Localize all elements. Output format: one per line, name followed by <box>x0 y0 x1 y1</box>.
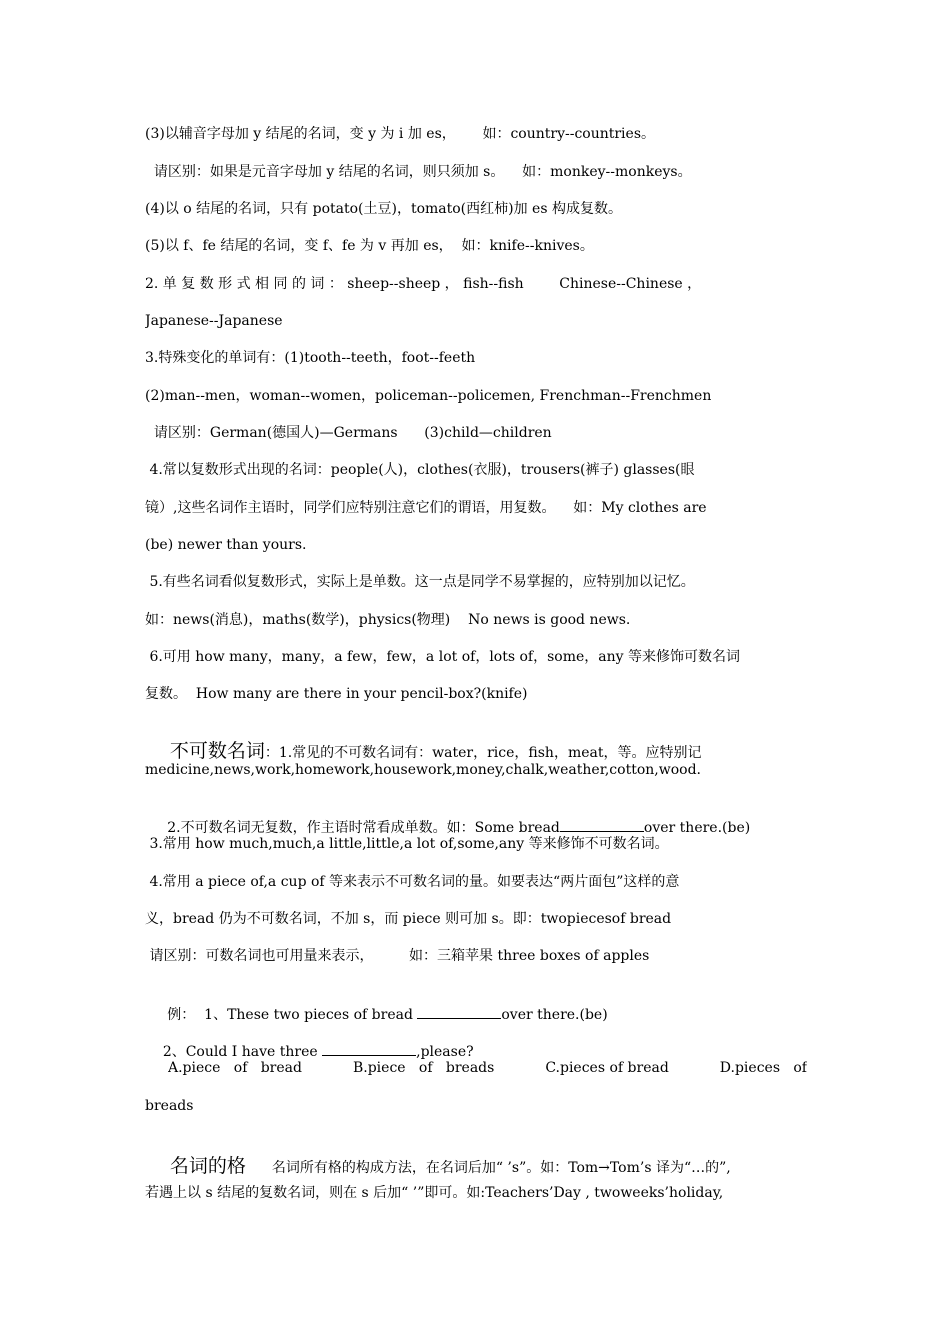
answer-options <box>168 1058 807 1078</box>
answer-blank <box>322 1041 416 1056</box>
option-a: A.piece of bread <box>168 1060 302 1076</box>
example-2-text: 2、Could I have three <box>162 1044 323 1060</box>
option-d-continued: breads <box>145 1098 194 1114</box>
note-countable-measure: 请区别：可数名词也可用量来表示， 如：三箱苹果 three boxes of apples <box>145 948 650 964</box>
option-d: D.pieces of <box>719 1060 807 1076</box>
rule-5-examples: 如：news(消息)，maths(数学)，physics(物理) No news is good news. <box>145 612 631 628</box>
rule-4-plural-only: 4.常以复数形式出现的名词：people(人)，clothes(衣服)，trousers(裤子) glasses(眼 <box>145 462 695 478</box>
rule-4-example-end: (be) newer than yours. <box>145 537 307 553</box>
option-c: C.pieces of bread <box>545 1060 669 1076</box>
uncountable-rule-4: 4.常用 a piece of,a cup of 等来表示不可数名词的量。如要表达“两片面包”这样的意 <box>145 874 680 890</box>
uncountable-rule-3: 3.常用 how much,much,a little,little,a lot of,some,any 等来修饰不可数名词。 <box>145 836 669 852</box>
example-1-text: 例： 1、These two pieces of bread <box>162 1007 418 1023</box>
rule-6-example: 复数。 How many are there in your pencil-box?(knife) <box>145 686 528 702</box>
rule-3-consonant-y: (3)以辅音字母加 y 结尾的名词，变 y 为 i 加 es， 如：country--countries。 <box>145 126 656 142</box>
uncountable-rule-2-text: 2.不可数名词无复数，作主语时常看成单数。如：Some bread <box>162 820 560 836</box>
answer-blank <box>417 1004 501 1019</box>
rule-6-modifiers: 6.可用 how many，many，a few，few，a lot of，lots of，some，any 等来修饰可数名词 <box>145 649 740 665</box>
rule-3-man-men: (2)man--men，woman--women，policeman--policemen, Frenchman--Frenchmen <box>145 388 712 404</box>
rule-5-looks-plural: 5.有些名词看似复数形式，实际上是单数。这一点是同学不易掌握的，应特别加以记忆。 <box>145 574 695 590</box>
uncountable-rule-2-tail: over there.(be) <box>643 820 751 836</box>
rule-5-ending-f-fe: (5)以 f、fe 结尾的名词，变 f、fe 为 v 再加 es， 如：knife--knives。 <box>145 238 594 254</box>
rule-4-ending-o: (4)以 o 结尾的名词，只有 potato(土豆)，tomato(西红柿)加 es 构成复数。 <box>145 201 622 217</box>
rule-2-continued: Japanese--Japanese <box>145 313 283 329</box>
rule-3-special-changes: 3.特殊变化的单词有：(1)tooth--teeth，foot--feeth <box>145 350 476 366</box>
rule-2-same-forms: 2. 单 复 数 形 式 相 同 的 词 ： sheep--sheep ， fish--fish Chinese--Chinese ， <box>145 276 702 292</box>
possessive-rule-continued: 若遇上以 s 结尾的复数名词，则在 s 后加“ ’”即可。如:Teachers’Day , twoweeks’holiday, <box>145 1185 724 1201</box>
uncountable-word-list: medicine,news,work,homework,housework,money,chalk,weather,cotton,wood. <box>145 762 701 778</box>
example-2-tail: ,please? <box>416 1044 474 1060</box>
example-1-tail: over there.(be) <box>501 1007 608 1023</box>
answer-blank <box>560 817 644 832</box>
note-german-child: 请区别：German(德国人)—Germans (3)child—children <box>145 425 552 441</box>
possessive-heading: 名词的格 <box>169 1155 246 1177</box>
uncountable-rule-4-continued: 义，bread 仍为不可数名词，不加 s，而 piece 则可加 s。即：twopiecesof bread <box>145 911 672 927</box>
uncountable-heading: 不可数名词 <box>169 740 265 762</box>
uncountable-rule-1: ：1.常见的不可数名词有：water，rice，fish，meat，等。应特别记 <box>264 745 702 761</box>
option-b: B.piece of breads <box>352 1060 495 1076</box>
note-vowel-y: 请区别：如果是元音字母加 y 结尾的名词，则只须加 s。 如：monkey--monkeys。 <box>145 164 692 180</box>
rule-4-continued: 镜）,这些名词作主语时，同学们应特别注意它们的谓语，用复数。 如：My clothes are <box>145 500 707 516</box>
possessive-rule: 名词所有格的构成方法，在名词后加“ ’s”。如：Tom→Tom’s 译为“…的”, <box>271 1160 731 1176</box>
